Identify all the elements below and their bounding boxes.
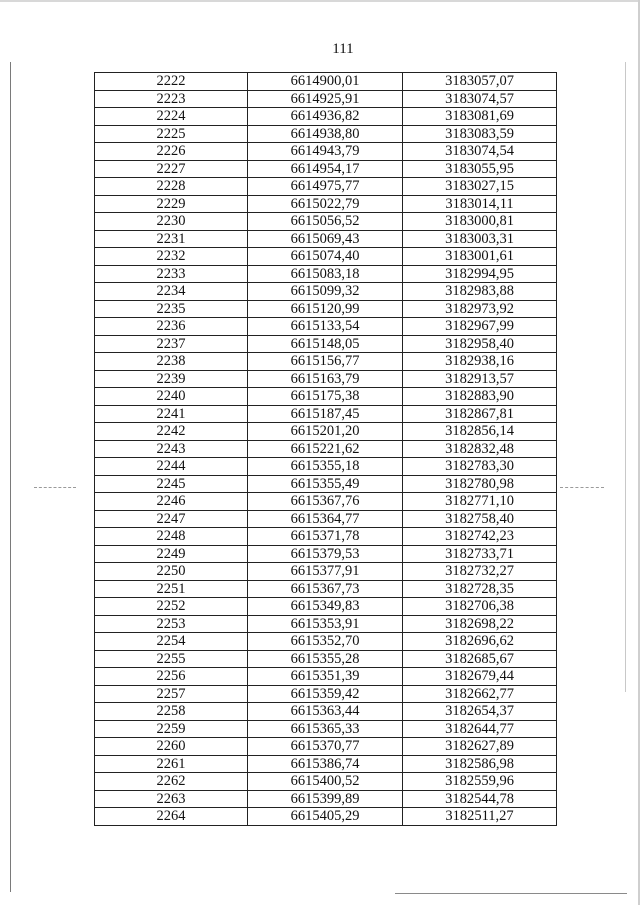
x-coordinate-cell: 6615377,91 bbox=[248, 563, 403, 581]
x-coordinate-cell: 6614975,77 bbox=[248, 178, 403, 196]
table-row bbox=[95, 790, 557, 808]
table-row bbox=[95, 773, 557, 791]
coordinates-table-body bbox=[95, 73, 557, 826]
x-coordinate-cell: 6615359,42 bbox=[248, 685, 403, 703]
y-coordinate-cell: 3182679,44 bbox=[403, 668, 557, 686]
table-row bbox=[95, 143, 557, 161]
x-coordinate-cell: 6615175,38 bbox=[248, 388, 403, 406]
y-coordinate-cell: 3182780,98 bbox=[403, 475, 557, 493]
x-coordinate-cell: 6615163,79 bbox=[248, 370, 403, 388]
scan-margin-line-left bbox=[10, 62, 11, 892]
point-number-cell: 2252 bbox=[95, 598, 248, 616]
table-row bbox=[95, 738, 557, 756]
point-number-cell: 2240 bbox=[95, 388, 248, 406]
x-coordinate-cell: 6615349,83 bbox=[248, 598, 403, 616]
x-coordinate-cell: 6615120,99 bbox=[248, 300, 403, 318]
x-coordinate-cell: 6615371,78 bbox=[248, 528, 403, 546]
point-number-cell: 2239 bbox=[95, 370, 248, 388]
table-row bbox=[95, 265, 557, 283]
point-number-cell: 2230 bbox=[95, 213, 248, 231]
table-row bbox=[95, 388, 557, 406]
table-row bbox=[95, 598, 557, 616]
x-coordinate-cell: 6615133,54 bbox=[248, 318, 403, 336]
y-coordinate-cell: 3182732,27 bbox=[403, 563, 557, 581]
coordinates-table bbox=[94, 72, 557, 826]
x-coordinate-cell: 6615187,45 bbox=[248, 405, 403, 423]
table-row bbox=[95, 283, 557, 301]
x-coordinate-cell: 6615353,91 bbox=[248, 615, 403, 633]
x-coordinate-cell: 6615364,77 bbox=[248, 510, 403, 528]
table-row bbox=[95, 195, 557, 213]
x-coordinate-cell: 6615363,44 bbox=[248, 703, 403, 721]
table-row bbox=[95, 335, 557, 353]
point-number-cell: 2254 bbox=[95, 633, 248, 651]
point-number-cell: 2234 bbox=[95, 283, 248, 301]
y-coordinate-cell: 3182913,57 bbox=[403, 370, 557, 388]
y-coordinate-cell: 3182867,81 bbox=[403, 405, 557, 423]
y-coordinate-cell: 3182706,38 bbox=[403, 598, 557, 616]
y-coordinate-cell: 3182783,30 bbox=[403, 458, 557, 476]
table-row bbox=[95, 650, 557, 668]
table-row bbox=[95, 108, 557, 126]
point-number-cell: 2243 bbox=[95, 440, 248, 458]
x-coordinate-cell: 6615400,52 bbox=[248, 773, 403, 791]
x-coordinate-cell: 6614954,17 bbox=[248, 160, 403, 178]
table-row bbox=[95, 248, 557, 266]
point-number-cell: 2260 bbox=[95, 738, 248, 756]
point-number-cell: 2223 bbox=[95, 90, 248, 108]
point-number-cell: 2255 bbox=[95, 650, 248, 668]
x-coordinate-cell: 6615056,52 bbox=[248, 213, 403, 231]
y-coordinate-cell: 3182883,90 bbox=[403, 388, 557, 406]
y-coordinate-cell: 3183074,57 bbox=[403, 90, 557, 108]
table-row bbox=[95, 808, 557, 826]
point-number-cell: 2264 bbox=[95, 808, 248, 826]
point-number-cell: 2248 bbox=[95, 528, 248, 546]
point-number-cell: 2228 bbox=[95, 178, 248, 196]
table-row bbox=[95, 440, 557, 458]
y-coordinate-cell: 3182733,71 bbox=[403, 545, 557, 563]
point-number-cell: 2251 bbox=[95, 580, 248, 598]
point-number-cell: 2253 bbox=[95, 615, 248, 633]
table-row bbox=[95, 230, 557, 248]
point-number-cell: 2247 bbox=[95, 510, 248, 528]
point-number-cell: 2259 bbox=[95, 720, 248, 738]
table-row bbox=[95, 755, 557, 773]
y-coordinate-cell: 3182967,99 bbox=[403, 318, 557, 336]
point-number-cell: 2233 bbox=[95, 265, 248, 283]
x-coordinate-cell: 6614925,91 bbox=[248, 90, 403, 108]
table-row bbox=[95, 510, 557, 528]
table-row bbox=[95, 405, 557, 423]
x-coordinate-cell: 6615367,73 bbox=[248, 580, 403, 598]
table-row bbox=[95, 90, 557, 108]
table-row bbox=[95, 423, 557, 441]
point-number-cell: 2263 bbox=[95, 790, 248, 808]
point-number-cell: 2262 bbox=[95, 773, 248, 791]
table-row bbox=[95, 685, 557, 703]
x-coordinate-cell: 6615221,62 bbox=[248, 440, 403, 458]
point-number-cell: 2235 bbox=[95, 300, 248, 318]
x-coordinate-cell: 6614900,01 bbox=[248, 73, 403, 91]
point-number-cell: 2232 bbox=[95, 248, 248, 266]
x-coordinate-cell: 6615022,79 bbox=[248, 195, 403, 213]
point-number-cell: 2244 bbox=[95, 458, 248, 476]
x-coordinate-cell: 6615367,76 bbox=[248, 493, 403, 511]
point-number-cell: 2226 bbox=[95, 143, 248, 161]
point-number-cell: 2237 bbox=[95, 335, 248, 353]
x-coordinate-cell: 6615083,18 bbox=[248, 265, 403, 283]
x-coordinate-cell: 6615386,74 bbox=[248, 755, 403, 773]
x-coordinate-cell: 6615379,53 bbox=[248, 545, 403, 563]
table-row bbox=[95, 73, 557, 91]
point-number-cell: 2231 bbox=[95, 230, 248, 248]
scan-margin-line-right bbox=[625, 62, 626, 692]
x-coordinate-cell: 6615365,33 bbox=[248, 720, 403, 738]
x-coordinate-cell: 6615074,40 bbox=[248, 248, 403, 266]
binding-mark-left bbox=[34, 487, 76, 489]
table-row bbox=[95, 580, 557, 598]
y-coordinate-cell: 3183001,61 bbox=[403, 248, 557, 266]
point-number-cell: 2229 bbox=[95, 195, 248, 213]
y-coordinate-cell: 3182994,95 bbox=[403, 265, 557, 283]
point-number-cell: 2222 bbox=[95, 73, 248, 91]
table-row bbox=[95, 615, 557, 633]
x-coordinate-cell: 6615156,77 bbox=[248, 353, 403, 371]
table-row bbox=[95, 160, 557, 178]
scan-margin-line-bottom bbox=[395, 893, 627, 894]
y-coordinate-cell: 3182742,23 bbox=[403, 528, 557, 546]
y-coordinate-cell: 3183057,07 bbox=[403, 73, 557, 91]
y-coordinate-cell: 3182696,62 bbox=[403, 633, 557, 651]
point-number-cell: 2238 bbox=[95, 353, 248, 371]
y-coordinate-cell: 3183003,31 bbox=[403, 230, 557, 248]
point-number-cell: 2257 bbox=[95, 685, 248, 703]
y-coordinate-cell: 3183000,81 bbox=[403, 213, 557, 231]
y-coordinate-cell: 3182662,77 bbox=[403, 685, 557, 703]
y-coordinate-cell: 3183074,54 bbox=[403, 143, 557, 161]
y-coordinate-cell: 3182586,98 bbox=[403, 755, 557, 773]
y-coordinate-cell: 3182544,78 bbox=[403, 790, 557, 808]
table-row bbox=[95, 300, 557, 318]
x-coordinate-cell: 6615069,43 bbox=[248, 230, 403, 248]
point-number-cell: 2256 bbox=[95, 668, 248, 686]
y-coordinate-cell: 3182958,40 bbox=[403, 335, 557, 353]
table-row bbox=[95, 633, 557, 651]
y-coordinate-cell: 3183027,15 bbox=[403, 178, 557, 196]
binding-mark-right bbox=[560, 487, 604, 489]
y-coordinate-cell: 3182654,37 bbox=[403, 703, 557, 721]
x-coordinate-cell: 6615355,28 bbox=[248, 650, 403, 668]
y-coordinate-cell: 3182644,77 bbox=[403, 720, 557, 738]
table-row bbox=[95, 668, 557, 686]
table-row bbox=[95, 458, 557, 476]
point-number-cell: 2245 bbox=[95, 475, 248, 493]
point-number-cell: 2261 bbox=[95, 755, 248, 773]
table-row bbox=[95, 563, 557, 581]
x-coordinate-cell: 6615099,32 bbox=[248, 283, 403, 301]
y-coordinate-cell: 3182728,35 bbox=[403, 580, 557, 598]
point-number-cell: 2224 bbox=[95, 108, 248, 126]
table-row bbox=[95, 703, 557, 721]
point-number-cell: 2242 bbox=[95, 423, 248, 441]
point-number-cell: 2250 bbox=[95, 563, 248, 581]
y-coordinate-cell: 3182685,67 bbox=[403, 650, 557, 668]
x-coordinate-cell: 6615355,49 bbox=[248, 475, 403, 493]
y-coordinate-cell: 3182771,10 bbox=[403, 493, 557, 511]
x-coordinate-cell: 6615355,18 bbox=[248, 458, 403, 476]
y-coordinate-cell: 3183083,59 bbox=[403, 125, 557, 143]
y-coordinate-cell: 3183081,69 bbox=[403, 108, 557, 126]
table-row bbox=[95, 353, 557, 371]
x-coordinate-cell: 6615351,39 bbox=[248, 668, 403, 686]
x-coordinate-cell: 6615370,77 bbox=[248, 738, 403, 756]
scan-edge-top bbox=[0, 0, 640, 2]
point-number-cell: 2225 bbox=[95, 125, 248, 143]
y-coordinate-cell: 3182983,88 bbox=[403, 283, 557, 301]
table-row bbox=[95, 213, 557, 231]
x-coordinate-cell: 6615352,70 bbox=[248, 633, 403, 651]
point-number-cell: 2249 bbox=[95, 545, 248, 563]
y-coordinate-cell: 3183055,95 bbox=[403, 160, 557, 178]
x-coordinate-cell: 6615201,20 bbox=[248, 423, 403, 441]
table-row bbox=[95, 528, 557, 546]
point-number-cell: 2236 bbox=[95, 318, 248, 336]
y-coordinate-cell: 3182832,48 bbox=[403, 440, 557, 458]
x-coordinate-cell: 6615148,05 bbox=[248, 335, 403, 353]
x-coordinate-cell: 6615399,89 bbox=[248, 790, 403, 808]
y-coordinate-cell: 3182938,16 bbox=[403, 353, 557, 371]
page-number: 111 bbox=[332, 41, 354, 57]
y-coordinate-cell: 3182856,14 bbox=[403, 423, 557, 441]
table-row bbox=[95, 370, 557, 388]
y-coordinate-cell: 3182698,22 bbox=[403, 615, 557, 633]
y-coordinate-cell: 3182559,96 bbox=[403, 773, 557, 791]
y-coordinate-cell: 3182758,40 bbox=[403, 510, 557, 528]
table-row bbox=[95, 475, 557, 493]
x-coordinate-cell: 6614943,79 bbox=[248, 143, 403, 161]
table-row bbox=[95, 125, 557, 143]
table-row bbox=[95, 545, 557, 563]
x-coordinate-cell: 6615405,29 bbox=[248, 808, 403, 826]
point-number-cell: 2258 bbox=[95, 703, 248, 721]
y-coordinate-cell: 3183014,11 bbox=[403, 195, 557, 213]
table-row bbox=[95, 178, 557, 196]
y-coordinate-cell: 3182973,92 bbox=[403, 300, 557, 318]
y-coordinate-cell: 3182511,27 bbox=[403, 808, 557, 826]
point-number-cell: 2246 bbox=[95, 493, 248, 511]
table-row bbox=[95, 720, 557, 738]
x-coordinate-cell: 6614936,82 bbox=[248, 108, 403, 126]
point-number-cell: 2241 bbox=[95, 405, 248, 423]
y-coordinate-cell: 3182627,89 bbox=[403, 738, 557, 756]
point-number-cell: 2227 bbox=[95, 160, 248, 178]
table-row bbox=[95, 493, 557, 511]
table-row bbox=[95, 318, 557, 336]
x-coordinate-cell: 6614938,80 bbox=[248, 125, 403, 143]
